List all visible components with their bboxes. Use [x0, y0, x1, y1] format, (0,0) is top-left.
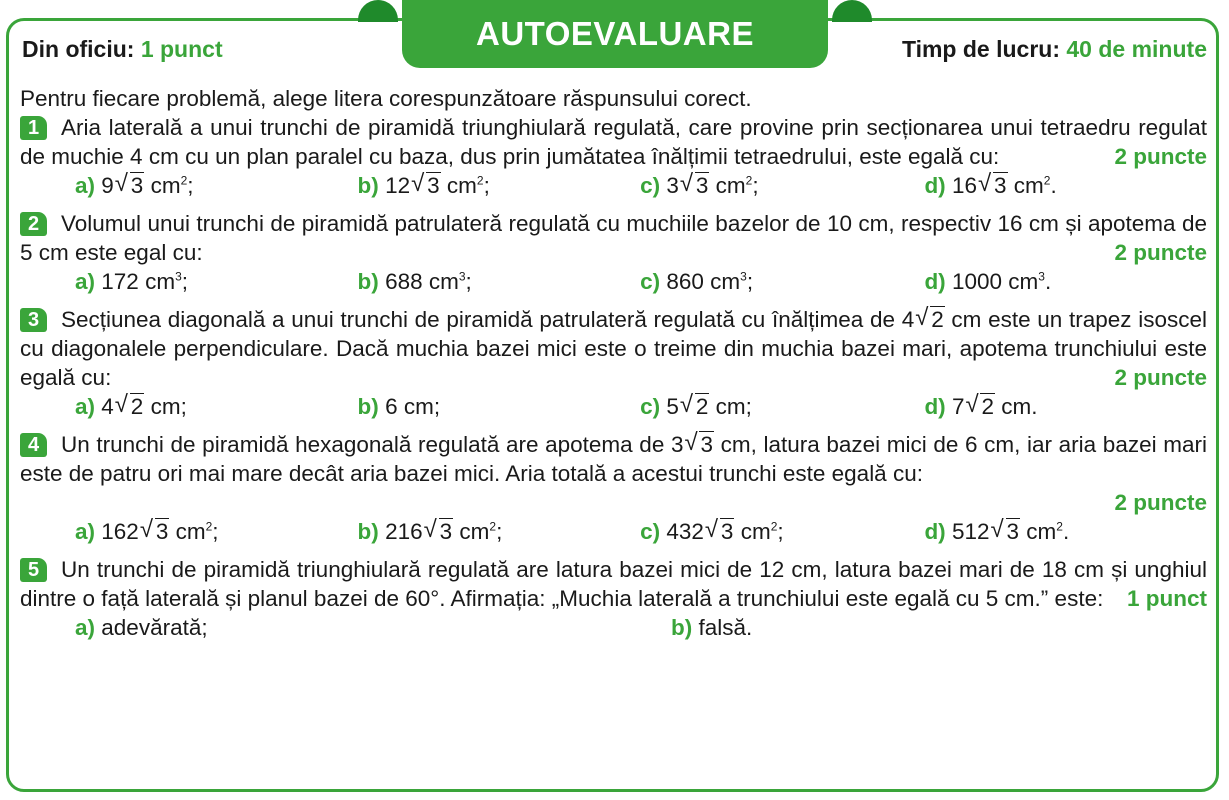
option-radicand: 3 [155, 519, 169, 544]
option-letter: c) [640, 519, 661, 544]
option-exponent: 3 [458, 269, 466, 284]
problem-points: 2 puncte [1114, 240, 1207, 265]
inline-coefficient: 4 [901, 307, 915, 332]
option-radicand: 3 [427, 173, 440, 198]
banner-tab-left [358, 0, 398, 22]
option-d[interactable] [924, 267, 1207, 296]
option-exponent: 3 [175, 269, 182, 284]
option-a[interactable] [75, 613, 671, 642]
problem-points: 2 puncte [1114, 144, 1207, 169]
option-letter: c) [640, 173, 661, 198]
option-exponent: 3 [1038, 269, 1045, 284]
option-punct: ; [212, 519, 219, 544]
option-punct: . [1031, 394, 1038, 419]
option-unit: cm [1026, 519, 1057, 544]
problem-statement: Un trunchi de piramidă triunghiulară regulată are latura bazei mici de 12 cm, latura bazei mari de 18 cm și unghiul dintre o față laterală și planul bazei de 60°. Afirmația: „Muchia laterală a trunchiului este egală cu 5 cm.” este: [20, 557, 1207, 611]
problem-statement-end: cm, latura bazei mici de 6 cm, iar aria bazei mari este de patru ori mai mare decât aria bazei mici. Aria totală a acestui trunchi este egală cu: [20, 432, 1207, 486]
option-radicand: 3 [130, 173, 144, 198]
option-unit: cm [1013, 173, 1044, 198]
option-a[interactable] [75, 517, 358, 546]
option-d[interactable] [924, 392, 1207, 421]
option-value: 172 cm [101, 269, 176, 294]
work-time-value: 40 de minute [1066, 36, 1207, 62]
option-value: adevărată [101, 615, 202, 640]
problem-statement-start: Secțiunea diagonală a unui trunchi de piramidă patrulateră regulată cu înălțimea de [61, 307, 895, 332]
option-exponent: 2 [1043, 173, 1051, 188]
option-letter: b) [357, 173, 379, 198]
problem-2 [20, 209, 1207, 296]
option-value: 860 cm [666, 269, 741, 294]
option-b[interactable] [358, 171, 641, 200]
option-unit: cm [150, 173, 181, 198]
option-coefficient: 162 [101, 519, 139, 544]
option-value: falsă [698, 615, 747, 640]
problem-number-badge: 5 [20, 558, 47, 582]
option-punct: ; [465, 269, 472, 294]
option-b[interactable] [671, 613, 986, 642]
option-punct: . [746, 615, 753, 640]
option-d[interactable] [924, 517, 1207, 546]
option-letter: a) [75, 173, 96, 198]
option-punct: . [1044, 269, 1052, 294]
option-coefficient: 5 [666, 394, 679, 419]
answer-options [20, 392, 1207, 421]
option-b[interactable] [358, 517, 641, 546]
option-radicand: 2 [695, 394, 709, 419]
sqrt-symbol [117, 392, 145, 421]
option-punct: . [1062, 519, 1070, 544]
option-letter: d) [924, 173, 946, 198]
option-c[interactable] [640, 171, 924, 200]
option-exponent: 2 [770, 519, 778, 534]
option-punct: ; [777, 519, 784, 544]
option-letter: a) [75, 394, 96, 419]
answer-options [20, 517, 1207, 546]
option-radicand: 3 [695, 173, 709, 198]
option-coefficient: 16 [951, 173, 977, 198]
base-points-label: Din oficiu: [22, 36, 135, 62]
option-coefficient: 9 [101, 173, 114, 198]
problem-number-badge: 2 [20, 212, 47, 236]
problem-points: 2 puncte [1114, 490, 1207, 515]
page-title: AUTOEVALUARE [402, 0, 828, 68]
answer-options [20, 171, 1207, 200]
sqrt-symbol [426, 517, 454, 546]
option-value: 1000 cm [951, 269, 1039, 294]
option-exponent: 2 [745, 173, 753, 188]
problem-text [20, 555, 1207, 613]
option-exponent: 2 [1056, 519, 1063, 534]
problem-text [20, 430, 1207, 488]
base-points [22, 36, 223, 63]
sqrt-symbol [967, 392, 995, 421]
option-punct: ; [483, 173, 490, 198]
option-a[interactable] [75, 392, 358, 421]
sqrt-symbol [686, 430, 714, 459]
problem-points: 1 punct [1126, 586, 1207, 611]
option-unit: cm [740, 519, 771, 544]
option-coefficient: 3 [666, 173, 679, 198]
option-exponent: 2 [180, 173, 188, 188]
sqrt-symbol [707, 517, 735, 546]
option-letter: b) [671, 615, 693, 640]
option-unit: cm [150, 394, 181, 419]
option-value: 6 cm [385, 394, 434, 419]
option-radicand: 3 [993, 173, 1007, 198]
sqrt-symbol [682, 392, 710, 421]
option-radicand: 2 [130, 394, 144, 419]
problem-points: 2 puncte [1114, 365, 1207, 390]
option-radicand: 3 [720, 519, 734, 544]
option-d[interactable] [924, 171, 1207, 200]
work-time [902, 36, 1207, 63]
inline-radicand: 3 [700, 432, 713, 457]
base-points-value: 1 punct [140, 36, 223, 62]
option-letter: b) [357, 519, 379, 544]
option-punct: . [1050, 173, 1057, 198]
option-coefficient: 216 [385, 519, 423, 544]
sqrt-symbol [117, 171, 145, 200]
option-letter: b) [357, 269, 379, 294]
option-letter: c) [640, 269, 661, 294]
work-time-label: Timp de lucru: [901, 36, 1060, 62]
problem-statement: Aria laterală a unui trunchi de piramidă triunghiulară regulată, care provine prin secționarea unui tetraedru regulat de muchie 4 cm cu un plan paralel cu baza, dus prin jumătatea înălțimii tetraedrului, este egală cu: [20, 115, 1207, 169]
option-punct: ; [496, 519, 503, 544]
option-letter: d) [924, 519, 946, 544]
option-unit: cm [715, 394, 746, 419]
sqrt-symbol [142, 517, 170, 546]
problem-3 [20, 305, 1207, 421]
option-unit: cm [1001, 394, 1032, 419]
problem-1 [20, 113, 1207, 200]
problem-number-badge: 4 [20, 433, 47, 457]
problem-4 [20, 430, 1207, 546]
option-a[interactable] [75, 171, 358, 200]
option-punct: ; [746, 269, 754, 294]
option-punct: ; [187, 173, 194, 198]
problem-statement-start: Un trunchi de piramidă hexagonală regulată are apotema de [61, 432, 665, 457]
option-radicand: 3 [439, 519, 453, 544]
option-b[interactable] [358, 392, 641, 421]
option-exponent: 2 [476, 173, 484, 188]
banner-tab-right [832, 0, 872, 22]
option-letter: a) [75, 615, 96, 640]
sqrt-symbol [682, 171, 710, 200]
option-a[interactable] [75, 267, 358, 296]
option-radicand: 3 [1006, 519, 1020, 544]
option-exponent: 3 [740, 269, 747, 284]
option-letter: a) [75, 519, 96, 544]
problem-statement: Volumul unui trunchi de piramidă patrulateră regulată cu muchiile bazelor de 10 cm, respectiv 16 cm și apotema de 5 cm este egal cu: [20, 211, 1207, 265]
option-c[interactable] [640, 392, 924, 421]
option-coefficient: 12 [385, 173, 411, 198]
option-punct: ; [181, 269, 189, 294]
option-b[interactable] [358, 267, 641, 296]
option-value: 688 cm [385, 269, 459, 294]
option-punct: ; [180, 394, 187, 419]
option-letter: d) [924, 394, 946, 419]
option-radicand: 2 [981, 394, 994, 419]
option-coefficient: 512 [951, 519, 990, 544]
sqrt-symbol [917, 305, 945, 334]
option-exponent: 2 [205, 519, 213, 534]
option-unit: cm [459, 519, 490, 544]
option-punct: ; [201, 615, 208, 640]
answer-options [20, 613, 1207, 642]
option-coefficient: 4 [101, 394, 114, 419]
option-letter: d) [924, 269, 946, 294]
option-coefficient: 432 [666, 519, 704, 544]
sqrt-symbol [980, 171, 1008, 200]
option-unit: cm [446, 173, 477, 198]
problem-5 [20, 555, 1207, 642]
inline-coefficient: 3 [670, 432, 684, 457]
option-exponent: 2 [489, 519, 497, 534]
sqrt-symbol [993, 517, 1021, 546]
option-c[interactable] [640, 267, 924, 296]
problem-number-badge: 3 [20, 308, 47, 332]
problem-number-badge: 1 [20, 116, 47, 140]
problem-statement-end: cm este un trapez isoscel cu diagonalele perpendiculare. Dacă muchia bazei mici este o treime din muchia bazei mari, apotema trunchiului este egală cu: [20, 307, 1207, 390]
option-punct: ; [752, 173, 759, 198]
instructions: Pentru fiecare problemă, alege litera corespunzătoare răspunsului corect. [20, 86, 752, 111]
sqrt-symbol [413, 171, 441, 200]
option-punct: ; [433, 394, 441, 419]
option-punct: ; [745, 394, 752, 419]
option-letter: a) [75, 269, 96, 294]
option-unit: cm [715, 173, 746, 198]
answer-options [20, 267, 1207, 296]
option-coefficient: 7 [951, 394, 965, 419]
option-letter: c) [640, 394, 661, 419]
option-letter: b) [357, 394, 379, 419]
option-unit: cm [175, 519, 206, 544]
option-c[interactable] [640, 517, 924, 546]
inline-radicand: 2 [931, 307, 944, 332]
worksheet-content [20, 84, 1207, 642]
